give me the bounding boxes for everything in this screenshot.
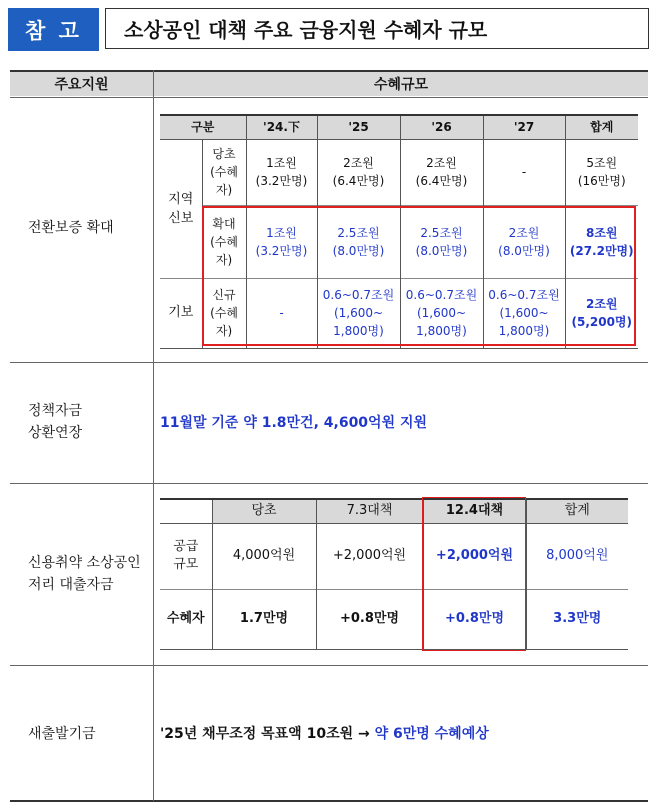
kind-sub: (수혜자)	[210, 234, 238, 267]
value-amount: 2조원	[508, 225, 540, 240]
row-label-cell	[160, 523, 212, 589]
row-label-low-rate-loan-line1: 신용취약 소상공인	[28, 555, 141, 571]
value-amount: 0.6~0.7조원	[322, 288, 395, 302]
value-cell	[246, 205, 317, 278]
value-amount: 0.6~0.7조원	[405, 288, 478, 302]
value-amount: 2조원	[343, 156, 374, 170]
row-label-fresh-start-fund: 새출발기금	[28, 726, 96, 742]
value-people: (16만명)	[577, 174, 626, 188]
value-people: (1,600~	[499, 306, 549, 320]
value-amount: 8조원	[585, 225, 618, 240]
group-label-line1: 지역	[168, 191, 194, 207]
column-divider	[153, 70, 154, 801]
column-header-scale: 수혜규모	[154, 72, 648, 96]
row-label-line1: 공급	[173, 539, 199, 554]
value-amount: -	[521, 165, 527, 179]
value-people: (1,600~	[416, 306, 467, 320]
header-divider	[10, 97, 648, 98]
table-header-row	[160, 115, 638, 139]
header-cell: '26	[400, 115, 483, 139]
header-cell	[160, 499, 212, 523]
row-label-policy-fund	[10, 400, 153, 444]
header-cell: 구분	[160, 115, 246, 139]
value-people-2: 1,800명)	[498, 324, 550, 338]
value-amount: -	[279, 306, 284, 320]
header-cell: 12.4대책	[423, 499, 526, 523]
row-label-low-rate-loan-line2: 저리 대출자금	[28, 577, 114, 593]
table-bottom-border	[10, 800, 648, 802]
header-cell: '27	[483, 115, 565, 139]
header-cell: 7.3대책	[316, 499, 423, 523]
header-cell: 당초	[212, 499, 316, 523]
value-people: (3.2만명)	[255, 243, 308, 258]
value-cell	[565, 278, 638, 348]
value-cell: +0.8만명	[423, 589, 526, 649]
value-people: (6.4만명)	[332, 174, 385, 188]
kind-sub: (수혜자)	[210, 306, 238, 338]
value-people: (27.2만명)	[569, 243, 634, 258]
row-label-cell: 수혜자	[160, 589, 212, 649]
kind-cell	[202, 139, 246, 205]
value-cell	[246, 278, 317, 348]
value-cell	[400, 278, 483, 348]
value-people-2: 1,800명)	[416, 324, 467, 338]
group-label-gibo: 기보	[160, 278, 202, 348]
kind-label: 확대	[212, 216, 236, 231]
row-label-line2: 규모	[173, 557, 199, 572]
column-header-support: 주요지원	[10, 72, 153, 96]
row-divider-1	[10, 362, 648, 363]
table-row	[160, 523, 628, 589]
loan-table	[160, 498, 628, 650]
table-header-row	[160, 499, 628, 523]
row-label-policy-fund-line1: 정책자금	[28, 403, 83, 419]
value-cell: 1.7만명	[212, 589, 316, 649]
value-cell	[317, 278, 400, 348]
value-cell	[483, 278, 565, 348]
header-cell: '25	[317, 115, 400, 139]
kind-cell	[202, 205, 246, 278]
value-people: (3.2만명)	[255, 174, 308, 188]
table-row	[160, 205, 638, 278]
value-people: (8.0만명)	[332, 243, 385, 258]
header-cell: 합계	[590, 120, 614, 135]
row-label-low-rate-loan	[10, 552, 153, 596]
page-title: 소상공인 대책 주요 금융지원 수혜자 규모	[105, 8, 649, 49]
fresh-start-summary	[160, 723, 489, 743]
value-amount: 2조원	[585, 297, 618, 311]
header-cell: 합계	[564, 503, 590, 519]
value-amount: 2.5조원	[420, 225, 463, 240]
guarantee-table	[160, 114, 638, 349]
kind-sub: (수혜자)	[210, 165, 238, 197]
row-divider-3	[10, 665, 648, 666]
value-people-2: 1,800명)	[333, 324, 384, 338]
table-row	[160, 139, 638, 205]
value-people: (6.4만명)	[415, 174, 468, 188]
header-cell: '24.下	[246, 115, 317, 139]
policy-fund-summary: 11월말 기준 약 1.8만건, 4,600억원 지원	[160, 415, 428, 431]
fresh-start-highlight: 약 6만명 수혜예상	[374, 726, 489, 742]
table-row	[160, 278, 638, 348]
kind-label: 당초	[212, 147, 236, 161]
value-cell: 8,000억원	[546, 548, 609, 563]
value-cell: +2,000억원	[423, 523, 526, 589]
value-cell	[400, 139, 483, 205]
reference-tag: 참 고	[8, 8, 99, 51]
fresh-start-text: '25년 채무조정 목표액 10조원 →	[160, 726, 375, 742]
group-label-line2: 신보	[168, 210, 194, 226]
table-row	[160, 589, 628, 649]
value-cell	[483, 139, 565, 205]
value-cell: +2,000억원	[316, 523, 423, 589]
value-cell	[483, 205, 565, 278]
value-cell: +0.8만명	[316, 589, 423, 649]
value-amount: 1조원	[266, 156, 297, 170]
value-cell	[565, 139, 638, 205]
value-people: (8.0만명)	[498, 243, 550, 258]
value-amount: 1조원	[266, 225, 297, 240]
value-people: (5,200명)	[571, 315, 633, 329]
value-amount: 2.5조원	[337, 225, 380, 240]
value-cell	[317, 139, 400, 205]
value-amount: 5조원	[586, 156, 618, 170]
value-cell	[565, 205, 638, 278]
group-label-local	[160, 139, 202, 278]
kind-label: 신규	[212, 288, 236, 302]
value-people: (8.0만명)	[415, 243, 468, 258]
value-cell: 4,000억원	[212, 523, 316, 589]
value-cell	[246, 139, 317, 205]
kind-cell	[202, 278, 246, 348]
value-cell: 3.3만명	[553, 611, 602, 626]
row-divider-2	[10, 483, 648, 484]
value-amount: 0.6~0.7조원	[488, 288, 560, 302]
value-cell	[400, 205, 483, 278]
row-label-policy-fund-line2: 상환연장	[28, 425, 83, 441]
value-amount: 2조원	[426, 156, 457, 170]
row-label-guarantee: 전환보증 확대	[28, 220, 114, 236]
value-people: (1,600~	[333, 306, 384, 320]
value-cell	[317, 205, 400, 278]
